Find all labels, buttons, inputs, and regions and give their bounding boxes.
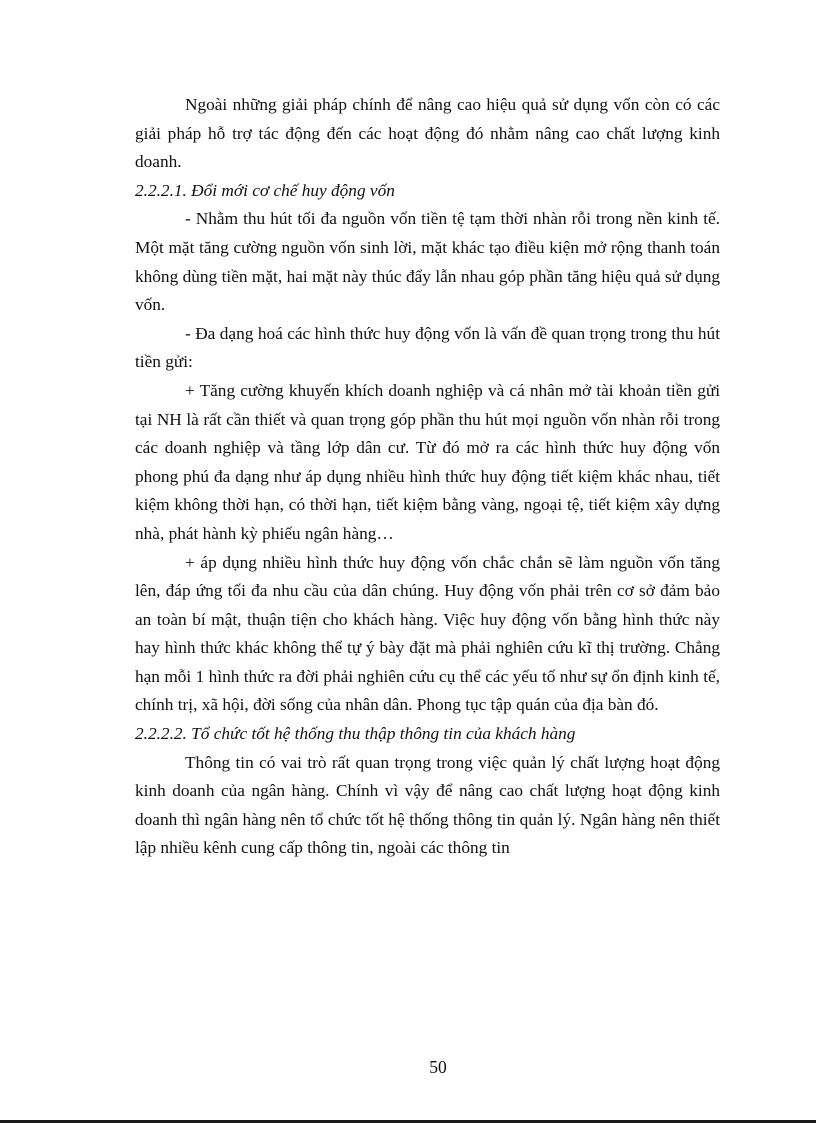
section-heading-2-2-2-2: 2.2.2.2. Tổ chức tốt hệ thống thu thập thông tin của khách hàng [135,724,576,744]
paragraph-information-role: Thông tin có vai trò rất quan trọng trong việc quản lý chất lượng hoạt động kinh doanh của ngân hàng. Chính vì vậy để nâng cao chất lượng hoạt động kinh doanh thì ngân hàng nên tổ chức tốt hệ thống thông tin quản lý. Ngân hàng nên thiết lập nhiều kênh cung cấp thông tin, ngoài các thông tin [135,752,720,858]
paragraph-sub-bullet-deposit-accounts: + Tăng cường khuyến khích doanh nghiệp và cá nhân mở tài khoản tiền gửi tại NH là rất cần thiết và quan trọng góp phần thu hút mọi nguồn vốn nhàn rỗi trong các doanh nghiệp và tầng lớp dân cư. Từ đó mở ra các hình thức huy động vốn phong phú đa dạng như áp dụng nhiều hình thức huy động tiết kiệm khác nhau, tiết kiệm không thời hạn, có thời hạn, tiết kiệm bằng vàng, ngoại tệ, tiết kiệm xây dựng nhà, phát hành kỳ phiếu ngân hàng… [135,380,720,543]
paragraph-bullet-attract-capital: - Nhằm thu hút tối đa nguồn vốn tiền tệ tạm thời nhàn rỗi trong nền kinh tế. Một mặt tăng cường nguồn vốn sinh lời, mặt khác tạo điều kiện mở rộng thanh toán không dùng tiền mặt, hai mặt này thúc đẩy lẫn nhau góp phần tăng hiệu quả sử dụng vốn. [135,209,720,315]
paragraph-bullet-diversify: - Đa dạng hoá các hình thức huy động vốn là vấn đề quan trọng trong thu hút tiền gửi: [135,323,720,372]
paragraph-sub-bullet-apply-forms: + áp dụng nhiều hình thức huy động vốn chắc chắn sẽ làm nguồn vốn tăng lên, đáp ứng tối đa nhu cầu của dân chúng. Huy động vốn phải trên cơ sở đảm bảo an toàn bí mật, thuận tiện cho khách hàng. Việc huy động vốn bằng hình thức này hay hình thức khác không thể tự ý bày đặt mà phải nghiên cứu kĩ thị trường. Chẳng hạn mỗi 1 hình thức ra đời phải nghiên cứu cụ thể các yếu tố như sự ổn định kinh tế, chính trị, xã hội, đời sống của nhân dân. Phong tục tập quán của địa bàn đó. [135,552,720,715]
page-body [135,91,720,863]
section-heading-2-2-2-1: 2.2.2.1. Đổi mới cơ chế huy động vốn [135,180,395,200]
page-number: 50 [429,1057,447,1077]
paragraph-intro: Ngoài những giải pháp chính để nâng cao hiệu quả sử dụng vốn còn có các giải pháp hỗ trợ tác động đến các hoạt động đó nhằm nâng cao chất lượng kinh doanh. [135,95,720,172]
